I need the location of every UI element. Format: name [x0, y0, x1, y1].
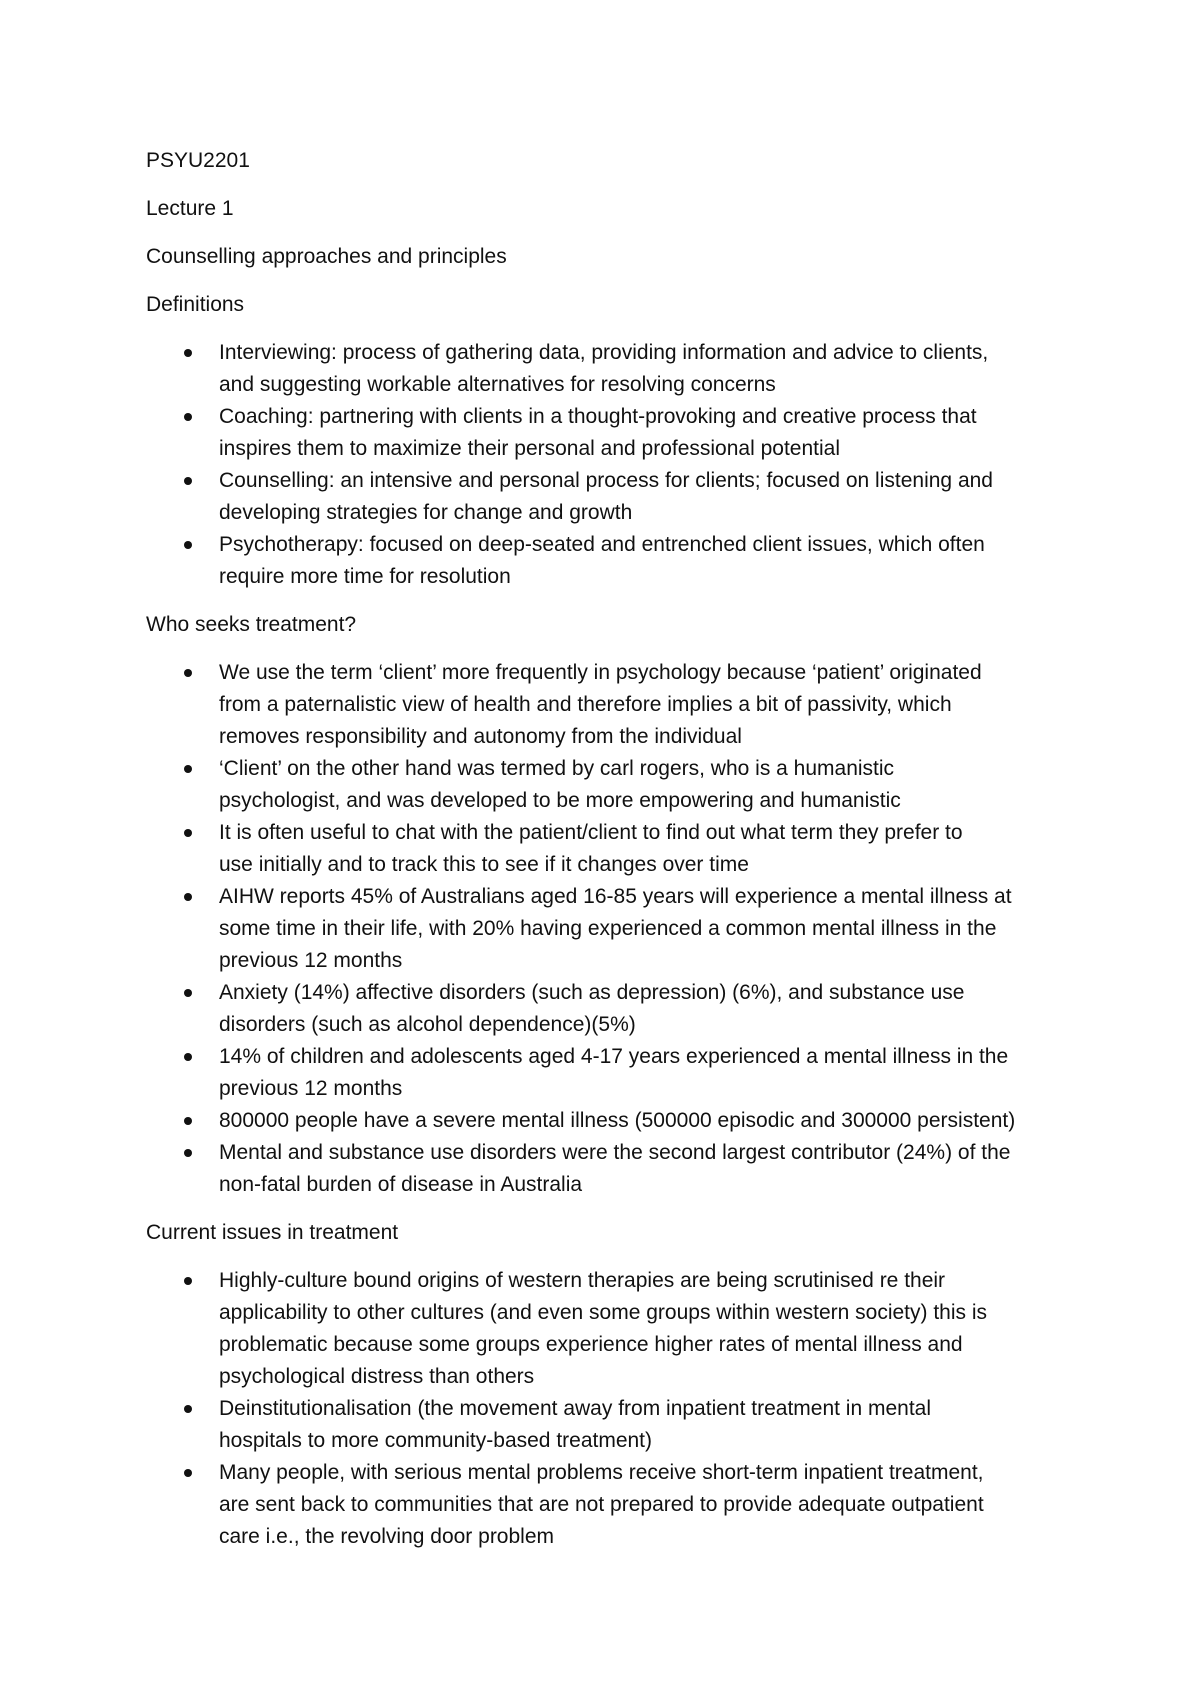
- section-heading-current-issues: Current issues in treatment: [146, 1221, 399, 1244]
- bullet-icon: [184, 413, 192, 421]
- list-item-text: AIHW reports 45% of Australians aged 16-85 years will experience a mental illness at some time in their life, with 20% having experienced a common mental illness in the previous 12 months: [219, 885, 1012, 972]
- list-item-text: Mental and substance use disorders were the second largest contributor (24%) of the non-fatal burden of disease in Australia: [219, 1141, 1011, 1196]
- list-item: [146, 1137, 1086, 1201]
- list-item: [146, 881, 1086, 977]
- list-item: [146, 1105, 1086, 1137]
- list-item: [146, 817, 1086, 881]
- bullet-icon: [184, 765, 192, 773]
- list-item-text: Coaching: partnering with clients in a thought-provoking and creative process that inspires them to maximize their personal and professional potential: [219, 405, 977, 460]
- list-item: [146, 657, 1086, 753]
- list-item-text: Many people, with serious mental problems receive short-term inpatient treatment, are sent back to communities that are not prepared to provide adequate outpatient care i.e., the revolving door problem: [219, 1461, 984, 1548]
- list-item-text: 14% of children and adolescents aged 4-17 years experienced a mental illness in the previous 12 months: [219, 1045, 1009, 1100]
- list-item-text: Interviewing: process of gathering data, providing information and advice to clients, and suggesting workable alternatives for resolving concerns: [219, 341, 989, 396]
- list-item: [146, 529, 1086, 593]
- bullet-icon: [184, 1469, 192, 1477]
- bullet-icon: [184, 477, 192, 485]
- bullet-icon: [184, 829, 192, 837]
- bullet-icon: [184, 541, 192, 549]
- who-seeks-treatment-list: [146, 657, 1086, 1201]
- list-item: [146, 1041, 1086, 1105]
- list-item: [146, 1457, 1086, 1553]
- list-item: [146, 1265, 1086, 1393]
- list-item-text: We use the term ‘client’ more frequently in psychology because ‘patient’ originated from a paternalistic view of health and therefore implies a bit of passivity, which removes responsibility and autonomy from the individual: [219, 661, 982, 748]
- bullet-icon: [184, 989, 192, 997]
- list-item: [146, 1393, 1086, 1457]
- list-item-text: ‘Client’ on the other hand was termed by carl rogers, who is a humanistic psychologist, and was developed to be more empowering and humanistic: [219, 757, 901, 812]
- lecture-label: Lecture 1: [146, 197, 234, 220]
- document-body: [146, 145, 1086, 1569]
- list-item-text: Psychotherapy: focused on deep-seated and entrenched client issues, which often require more time for resolution: [219, 533, 985, 588]
- list-item-text: Deinstitutionalisation (the movement away from inpatient treatment in mental hospitals to more community-based treatment): [219, 1397, 932, 1452]
- bullet-icon: [184, 893, 192, 901]
- list-item-text: Anxiety (14%) affective disorders (such as depression) (6%), and substance use disorders (such as alcohol dependence)(5%): [219, 981, 965, 1036]
- bullet-icon: [184, 669, 192, 677]
- section-heading-definitions: Definitions: [146, 293, 245, 316]
- list-item-text: 800000 people have a severe mental illness (500000 episodic and 300000 persistent): [219, 1109, 1016, 1132]
- bullet-icon: [184, 1405, 192, 1413]
- current-issues-list: [146, 1265, 1086, 1553]
- section-heading-who-seeks-treatment: Who seeks treatment?: [146, 613, 357, 636]
- list-item: [146, 465, 1086, 529]
- list-item-text: Counselling: an intensive and personal process for clients; focused on listening and developing strategies for change and growth: [219, 469, 993, 524]
- course-code: PSYU2201: [146, 149, 250, 172]
- bullet-icon: [184, 1149, 192, 1157]
- bullet-icon: [184, 1053, 192, 1061]
- list-item: [146, 753, 1086, 817]
- list-item-text: Highly-culture bound origins of western therapies are being scrutinised re their applicability to other cultures (and even some groups within western society) this is problematic because some groups experience higher rates of mental illness and psychological distress than others: [219, 1269, 988, 1388]
- list-item: [146, 337, 1086, 401]
- definitions-list: [146, 337, 1086, 593]
- list-item-text: It is often useful to chat with the patient/client to find out what term they prefer to use initially and to track this to see if it changes over time: [219, 821, 963, 876]
- document-title: Counselling approaches and principles: [146, 245, 507, 268]
- list-item: [146, 977, 1086, 1041]
- bullet-icon: [184, 349, 192, 357]
- bullet-icon: [184, 1277, 192, 1285]
- list-item: [146, 401, 1086, 465]
- bullet-icon: [184, 1117, 192, 1125]
